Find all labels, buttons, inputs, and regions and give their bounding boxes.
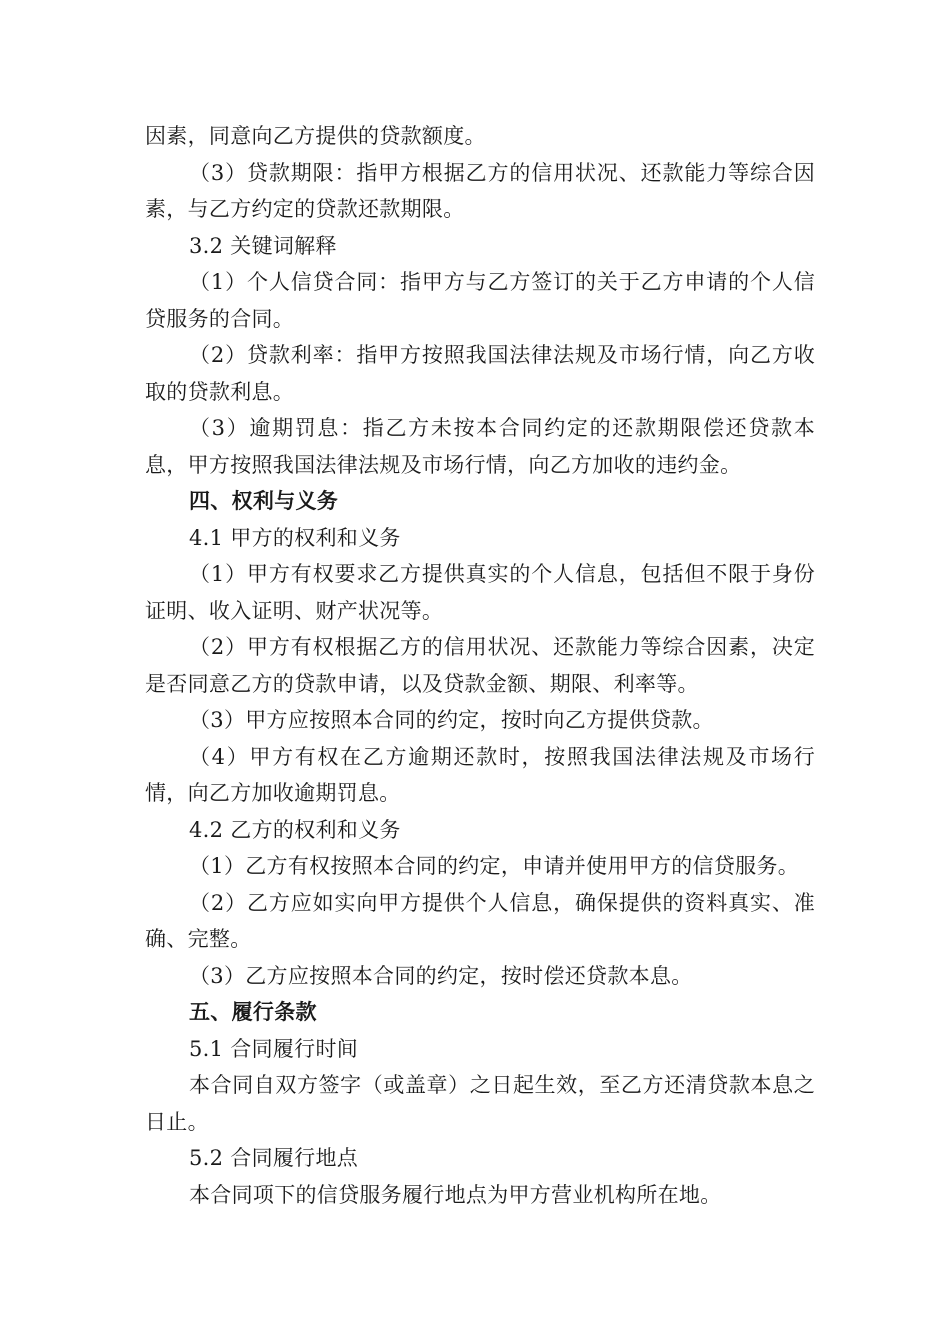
paragraph: （3）逾期罚息：指乙方未按本合同约定的还款期限偿还贷款本息，甲方按照我国法律法规及市场行情，向乙方加收的违约金。 (145, 416, 815, 477)
paragraph: 因素，同意向乙方提供的贷款额度。 (145, 124, 486, 148)
paragraph: （1）甲方有权要求乙方提供真实的个人信息，包括但不限于身份证明、收入证明、财产状况等。 (145, 562, 815, 623)
paragraph: （2）贷款利率：指甲方按照我国法律法规及市场行情，向乙方收取的贷款利息。 (145, 343, 815, 404)
subsection-title: 5.1 合同履行时间 (189, 1036, 359, 1061)
subsection-title: 3.2 关键词解释 (189, 233, 337, 258)
paragraph: （4）甲方有权在乙方逾期还款时，按照我国法律法规及市场行情，向乙方加收逾期罚息。 (145, 744, 815, 805)
paragraph: 本合同自双方签字（或盖章）之日起生效，至乙方还清贷款本息之日止。 (145, 1073, 815, 1134)
paragraph: （2）乙方应如实向甲方提供个人信息，确保提供的资料真实、准确、完整。 (145, 890, 815, 951)
paragraph: （3）乙方应按照本合同的约定，按时偿还贷款本息。 (189, 963, 693, 988)
subsection-title: 4.2 乙方的权利和义务 (189, 817, 401, 842)
paragraph: （3）甲方应按照本合同的约定，按时向乙方提供贷款。 (189, 708, 714, 732)
subsection-title: 4.1 甲方的权利和义务 (189, 525, 401, 550)
paragraph: （1）个人信贷合同：指甲方与乙方签订的关于乙方申请的个人信贷服务的合同。 (145, 270, 815, 331)
paragraph: 本合同项下的信贷服务履行地点为甲方营业机构所在地。 (189, 1182, 722, 1207)
paragraph: （3）贷款期限：指甲方根据乙方的信用状况、还款能力等综合因素，与乙方约定的贷款还款期限。 (145, 160, 815, 221)
section-heading: 五、履行条款 (189, 1000, 317, 1024)
subsection-title: 5.2 合同履行地点 (189, 1146, 359, 1170)
paragraph: （1）乙方有权按照本合同的约定，申请并使用甲方的信贷服务。 (189, 854, 800, 878)
paragraph: （2）甲方有权根据乙方的信用状况、还款能力等综合因素，决定是否同意乙方的贷款申请，以及贷款金额、期限、利率等。 (145, 635, 815, 696)
document-body (145, 118, 815, 1213)
section-heading: 四、权利与义务 (189, 489, 339, 513)
